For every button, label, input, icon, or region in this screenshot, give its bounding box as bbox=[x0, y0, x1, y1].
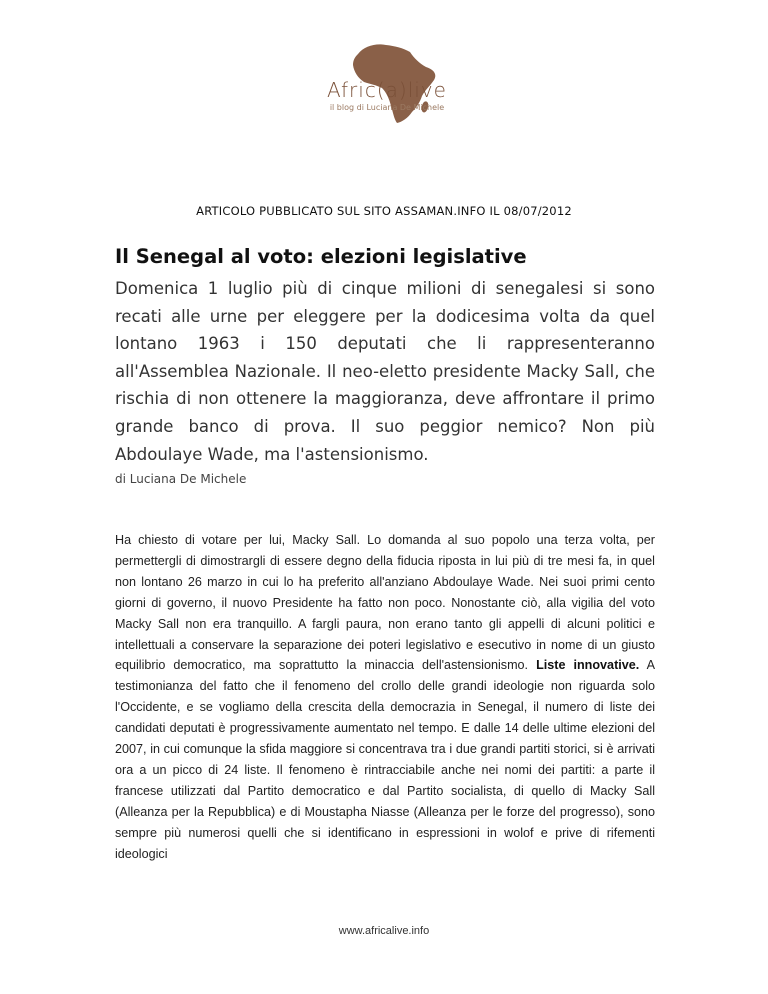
article-title: Il Senegal al voto: elezioni legislative bbox=[115, 245, 527, 268]
article-body-part-1: Ha chiesto di votare per lui, Macky Sall. Lo domanda al suo popolo una terza volta, per permettergli di dimostrargli di essere degno della fiducia riposta in lui più di tre mesi fa, in quel non lontano 26 marzo in cui lo ha preferito all'anziano Abdoulaye Wade. Nei suoi primi cento giorni di governo, il nuovo Presidente ha fatto non poco. Nonostante ciò, alla vigilia del voto Macky Sall non era tranquillo. A fargli paura, non erano tanto gli appelli di alcuni politici e intellettuali a conservare la separazione dei poteri legislativo e esecutivo in nome di un giusto equilibrio democratico, ma soprattutto la minaccia dell'astensionismo. bbox=[115, 533, 655, 673]
site-logo bbox=[300, 36, 470, 128]
article-body bbox=[115, 530, 655, 865]
logo-name: Afric(a)live bbox=[327, 78, 447, 102]
footer-url: www.africalive.info bbox=[338, 925, 430, 937]
article-body-part-2: A testimonianza del fatto che il fenomeno del crollo delle grandi ideologie non riguarda solo l'Occidente, e se vogliamo della crescita della democrazia in Senegal, il numero di liste dei candidati deputati è progressivamente aumentato nel tempo. E dalle 14 delle ultime elezioni del 2007, in cui comunque la sfida maggiore si concentrava tra i due grandi partiti storici, si è arrivati ora a un picco di 24 liste. Il fenomeno è rintracciabile anche nei nomi dei partiti: a parte il francese utilizzati dal Partito democratico e dal Partito socialista, di quello di Macky Sall (Alleanza per la Repubblica) e di Moustapha Niasse (Alleanza per le forze del progresso), sono sempre più numerosi quelli che si identificano in espressioni in wolof e prive di rifementi ideologici bbox=[115, 658, 655, 861]
logo-tagline: il blog di Luciana De Michele bbox=[329, 103, 445, 112]
publication-note: ARTICOLO PUBBLICATO SUL SITO ASSAMAN.INFO IL 08/07/2012 bbox=[196, 204, 572, 218]
article-lead: Domenica 1 luglio più di cinque milioni di senegalesi si sono recati alle urne per eleggere per la dodicesima volta da quel lontano 1963 i 150 deputati che li rappresenteranno all'Assemblea Nazionale. Il neo-eletto presidente Macky Sall, che rischia di non ottenere la maggioranza, deve affrontare il primo grande banco di prova. Il suo peggior nemico? Non più Abdoulaye Wade, ma l'astensionismo. bbox=[115, 279, 655, 464]
section-heading: Liste innovative. bbox=[536, 658, 640, 673]
article-byline: di Luciana De Michele bbox=[115, 472, 247, 486]
